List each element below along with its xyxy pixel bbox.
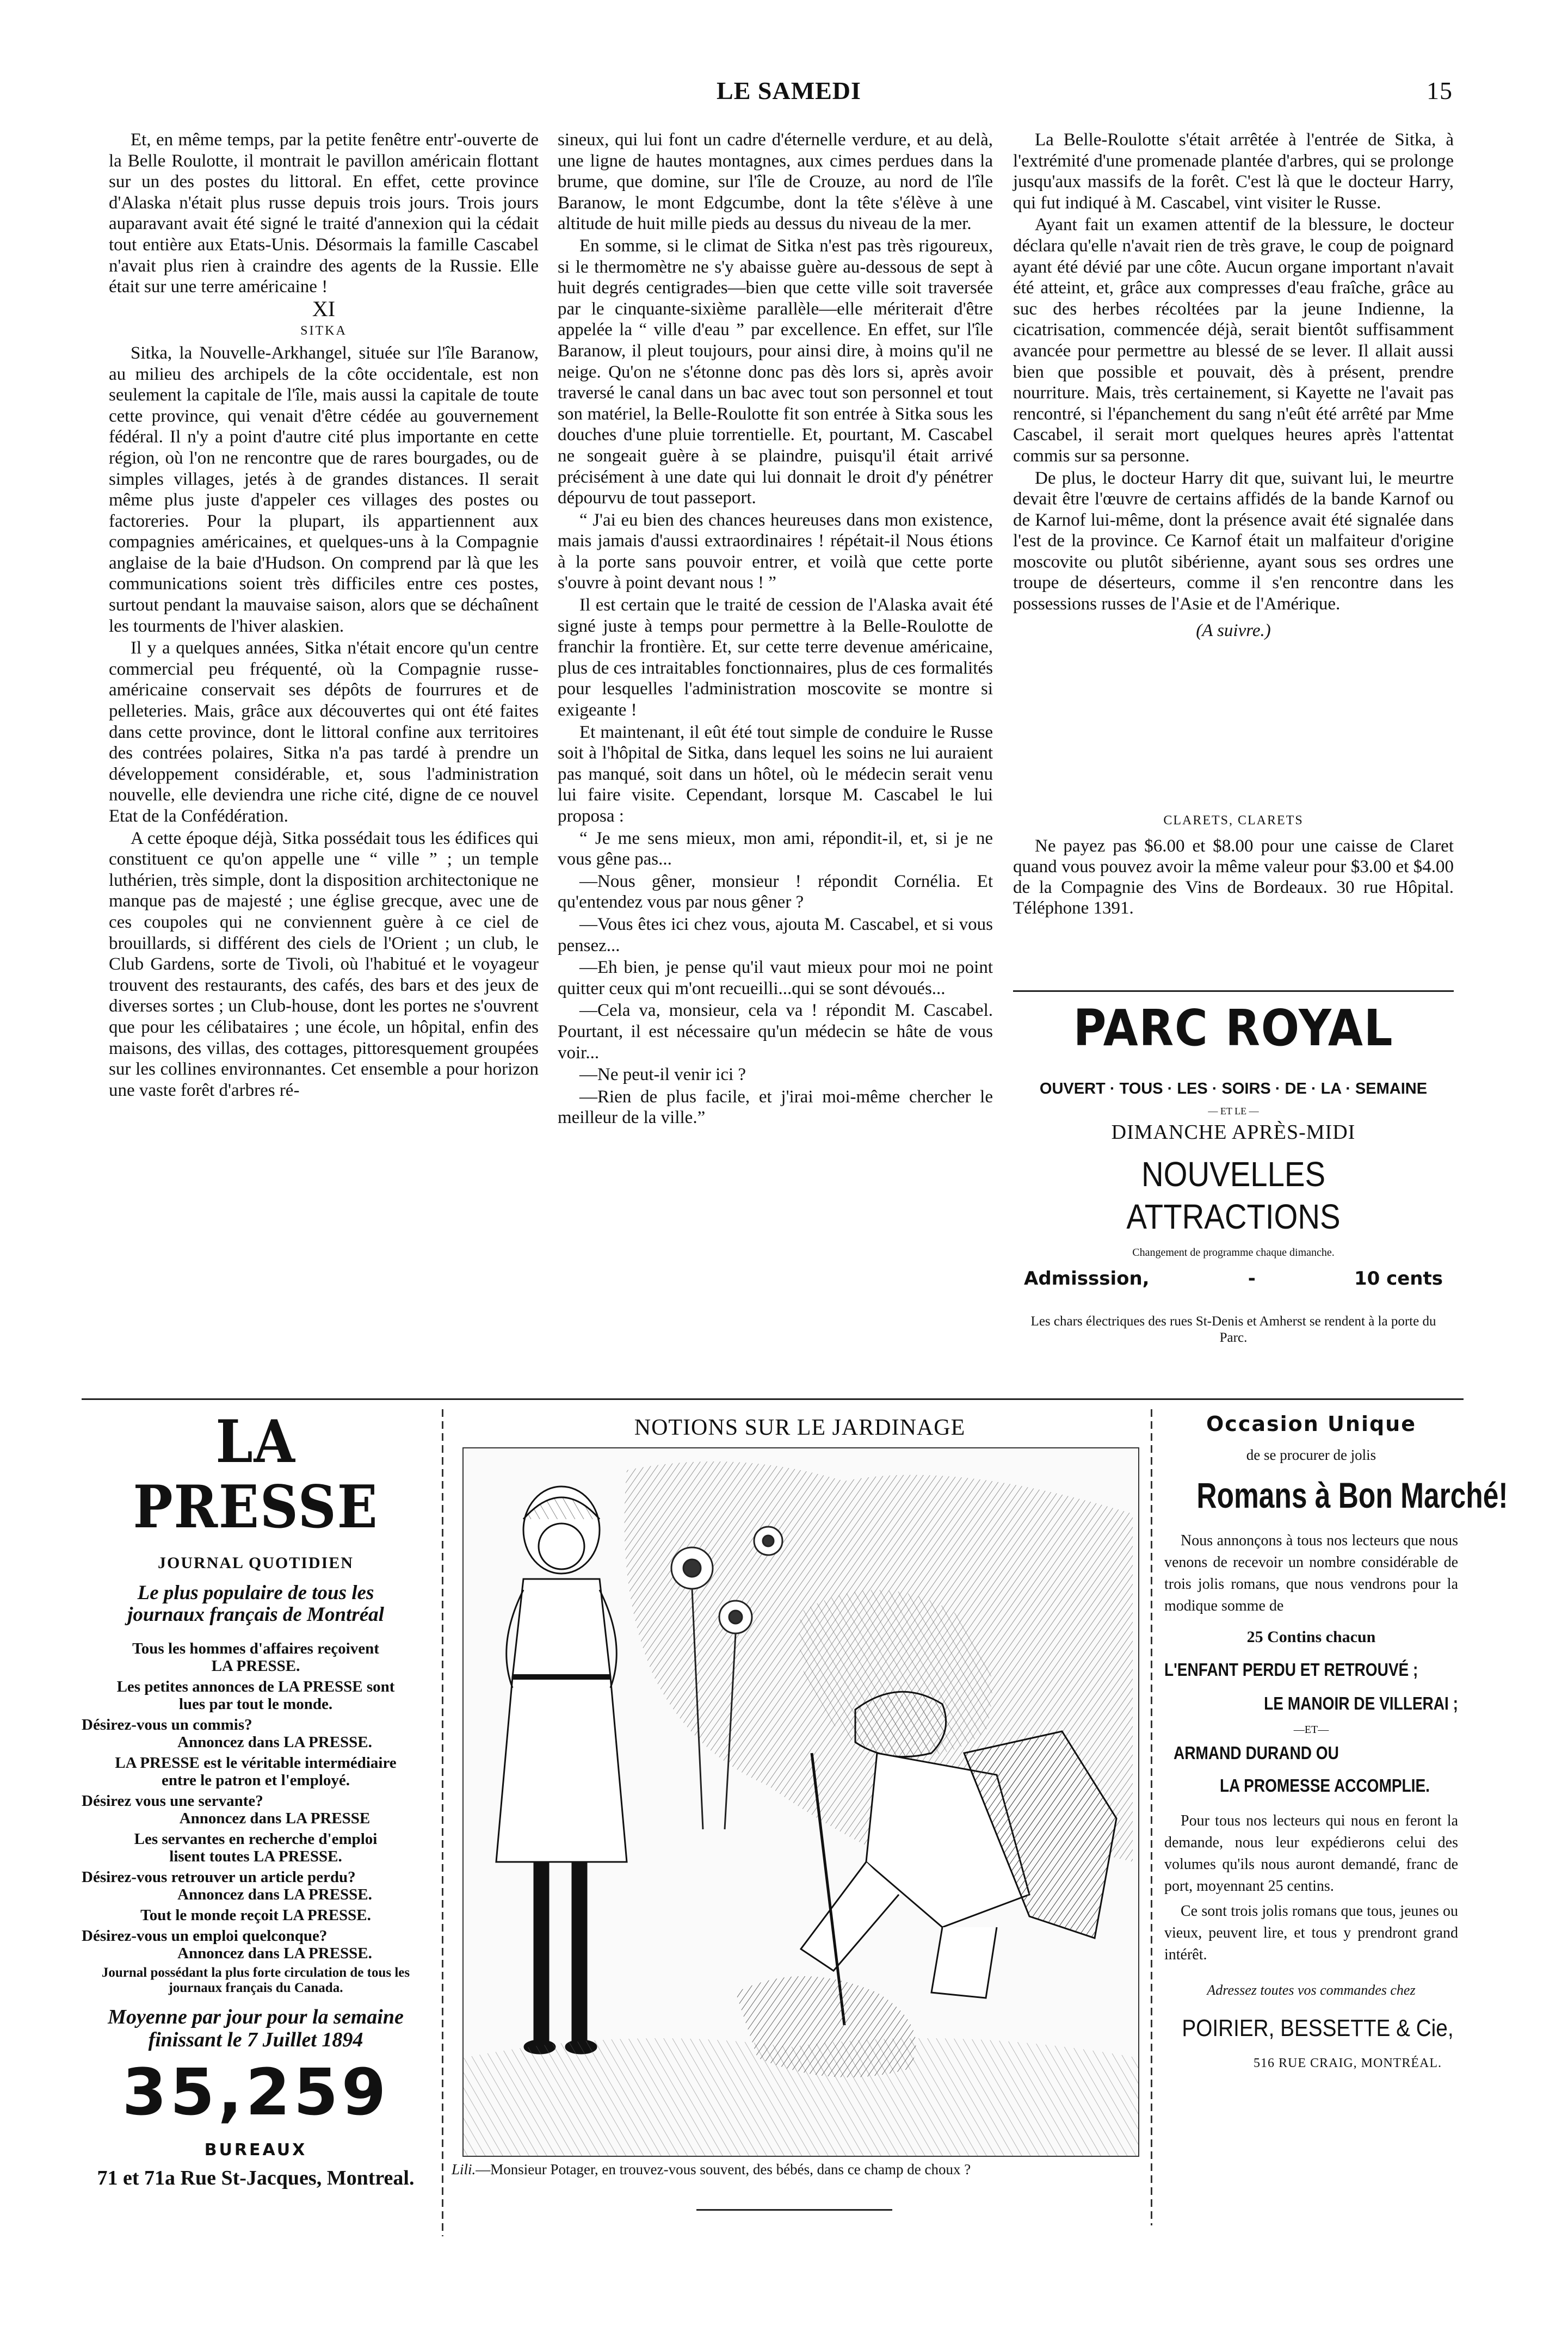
parc-royal-admission [1013,1268,1454,1290]
article-column-3 [1013,129,1454,641]
divider [82,1398,1464,1400]
romans-occasion: Occasion Unique [1206,1412,1416,1436]
article-paragraph: sineux, qui lui font un cadre d'éternelle verdure, et au delà, une ligne de hautes montagnes, aux cimes perdues dans la brume, que domine, sur l'île de Crouze, au nord de l'île Baranow, le mont Edgcumbe, dont la tête s'élève à une altitude de huit mille pieds au dessus du niveau de la mer. [558,130,993,234]
clarets-text: Ne payez pas $6.00 et $8.00 pour une caisse de Claret quand vous pouvez avoir la même valeur pour $3.00 et $4.00 de la Compagnie des Vins de Bordeaux. 30 rue Hôpital. Téléphone 1391. [1013,836,1454,918]
parc-royal-title: PARC ROYAL [1073,999,1394,1057]
romans-book-1: L'ENFANT PERDU ET RETROUVÉ ; [1164,1660,1418,1680]
dialogue-line: “ Je me sens mieux, mon ami, répondit-il, et, si je ne vous gêne pas... [558,828,993,869]
dialogue-line: —Cela va, monsieur, cela va ! répondit M. Cascabel. Pourtant, il est nécessaire qu'un médecin se hâte de vous voir... [558,1001,993,1063]
presse-line: Tout le monde reçoit LA PRESSE. [140,1907,371,1924]
parc-royal-ad [1013,998,1454,1346]
page-number: 15 [1427,77,1453,104]
presse-line: Désirez-vous un emploi quelconque? [82,1927,328,1945]
dialogue-line: —Ne peut-il venir ici ? [579,1065,746,1085]
article-paragraph: “ J'ai eu bien des chances heureuses dans mon existence, mais jamais d'aussi extraordinaires ! répétait-il Nous étions à la porte sans pouvoir entrer, et voilà que cette porte s'ouvre à point devant nous ! ” [558,510,993,593]
romans-ad [1164,1412,1508,2071]
admission-dash: - [1248,1268,1256,1290]
presse-line: Annoncez dans LA PRESSE [179,1810,371,1827]
la-presse-ad [82,1409,430,2190]
parc-royal-changement: Changement de programme chaque dimanche. [1132,1247,1335,1259]
admission-price: 10 cents [1354,1268,1443,1290]
dialogue-line: —Vous êtes ici chez vous, ajouta M. Cascabel, et si vous pensez... [558,914,993,955]
jardinage-caption [452,2160,1143,2179]
presse-line: Les servantes en recherche d'emploi [134,1830,378,1848]
article-paragraph: A cette époque déjà, Sitka possédait tous les édifices qui constituent ce qu'on appelle une “ ville ” ; un temple luthérien, très simple, dont la disposition architectonique ne manque pas de majesté ; une église grecque, avec une de ces coupoles qui ne conviennent guère à ce ciel de brouillards, si différent des ciels de l'Orient ; un club, le Club Gardens, sorte de Tivoli, où l'habitué et le voyageur trouvent des restaurants, des cafés, des bars et des jeux de diverses sortes ; un Club-house, dont les portes ne s'ouvrent que pour les célibataires ; une école, un hôpital, enfin des maisons, des villas, des cottages, pittoresquement groupées sur les collines environnantes. Cet ensemble a pour horizon une vaste forêt d'arbres ré- [109,828,539,1100]
divider [1151,1409,1152,2225]
presse-line: Désirez-vous un commis? [82,1716,252,1734]
presse-address: 71 et 71a Rue St-Jacques, Montreal. [97,2167,415,2189]
romans-firm-address: 516 RUE CRAIG, MONTRÉAL. [1254,2056,1442,2070]
romans-paragraph: Pour tous nos lecteurs qui nous en feront la demande, nous leur expédierons celui des volumes qu'ils nous auront demandé, franc de port, moyennant 25 centins. [1164,1812,1458,1895]
article-paragraph: Et, en même temps, par la petite fenêtre entr'-ouverte de la Belle Roulotte, il montrait le pavillon américain flottant sur un des postes du littoral. En effet, cette province d'Alaska n'était plus russe depuis trois jours. Trois jours auparavant avait été signé le traité d'annexion qui la cédait tout entière aux Etats-Unis. Désormais la famille Cascabel n'avait plus rien à craindre des agents de la Russie. Elle était sur une terre américaine ! [109,130,539,297]
article-paragraph: Sitka, la Nouvelle-Arkhangel, située sur l'île Baranow, au milieu des archipels de la côte occidentale, est non seulement la capitale de l'île, mais aussi la capitale de toute cette province, qui venait d'être cédée au gouvernement fédéral. Il n'y a point d'autre cité plus importante en cette région, où l'on ne rencontre que de rares bourgades, ou de simples villages, jetés à de grandes distances. Il serait même plus juste d'appeler ces villages des postes ou factoreries. Pour la plupart, ils appartiennent aux compagnies américaines, et quelques-uns à la Compagnie anglaise de la baie d'Hudson. On comprend par là que les communications soient très difficiles entre ces postes, surtout pendant la mauvaise saison, alors que se déchaînent les tourments de l'hiver alaskien. [109,343,539,636]
chapter-title: SITKA [300,324,347,338]
parc-royal-footer: Les chars électriques des rues St-Denis et Amherst se rendent à la porte du Parc. [1030,1314,1436,1345]
presse-circulation-number: 35,259 [122,2055,390,2130]
romans-book-2: LE MANOIR DE VILLERAI ; [1264,1693,1458,1713]
divider [1013,990,1454,992]
et-le-label: — ET LE — [1208,1106,1259,1117]
romans-firm: POIRIER, BESSETTE & Cie, [1182,2015,1454,2041]
romans-intro: Nous annonçons à tous nos lecteurs que nous venons de recevoir un nombre considérable de trois jolis romans, que nous vendrons pour la modique somme de [1164,1532,1458,1614]
garden-engraving [464,1448,1138,2156]
presse-line: lisent toutes LA PRESSE. [169,1848,342,1865]
jardinage-title: NOTIONS SUR LE JARDINAGE [634,1415,966,1440]
chapter-number: XI [312,296,336,321]
presse-line: Désirez-vous retrouver un article perdu? [82,1868,356,1886]
divider [696,2209,892,2211]
page-header-title: LE SAMEDI [717,77,861,104]
parc-royal-attractions: NOUVELLES ATTRACTIONS [1126,1155,1341,1236]
presse-line: Tous les hommes d'affaires reçoivent [132,1640,379,1657]
romans-procurer: de se procurer de jolis [1246,1447,1376,1463]
article-paragraph: La Belle-Roulotte s'était arrêtée à l'entrée de Sitka, à l'extrémité d'une promenade plantée d'arbres, qui se prolonge jusqu'aux massifs de la forêt. C'est là que le docteur Harry, qui fut indiqué à M. Cascabel, vint visiter le Russe. [1013,130,1454,213]
article-paragraph: Il y a quelques années, Sitka n'était encore qu'un centre commercial peu fréquenté, où la Compagnie russe-américaine conservait ses dépôts de fourrures et de pelleteries. Mais, grâce aux découvertes qui ont été faites dans cette province, dont le littoral confine aux territoires des contrées polaires, Sitka n'a pas tardé à prendre un développement considérable, et, sous l'administration nouvelle, elle deviendra une riche cité, digne de ce nouvel Etat de la Confédération. [109,638,539,826]
presse-line: Annoncez dans LA PRESSE. [177,1886,372,1903]
presse-line: Annoncez dans LA PRESSE. [177,1945,372,1962]
presse-line: LA PRESSE est le véritable intermédiaire entre le patron et l'employé. [115,1754,397,1789]
presse-line: Désirez vous une servante? [82,1792,263,1810]
article-paragraph: De plus, le docteur Harry dit que, suivant lui, le meurtre devait être l'œuvre de certains affidés de la bande Karnof ou de Karnof lui-même, dont la présence avait été signalée dans l'est de la province. Ce Karnof était un malfaiteur d'origine moscovite ou plutôt sibérienne, ayant sous ses ordres une troupe de déserteurs, comme il s'en rencontre dans les possessions russes de l'Asie et de l'Amérique. [1013,468,1454,614]
presse-line: Annoncez dans LA PRESSE. [177,1734,372,1751]
la-presse-subtitle: JOURNAL QUOTIDIEN [158,1554,354,1572]
romans-et: —ET— [1293,1724,1329,1736]
article-paragraph: Il est certain que le traité de cession de l'Alaska avait été signé juste à temps pour permettre à la Belle-Roulotte de franchir la frontière. Et, sur cette terre devenue américaine, plus de ces intraitables fonctionnaires, plus de ces formalités pour lesquelles l'administration moscovite se montre si exigeante ! [558,595,993,720]
article-paragraph: En somme, si le climat de Sitka n'est pas très rigoureux, si le thermomètre ne s'y abaisse guère au-dessous de sept à huit degrés centigrades—bien que cette ville soit traversée par le cinquante-sixième parallèle—elle mériterait d'être appelée la “ ville d'eau ” par excellence. En effet, sur l'île Baranow, il pleut toujours, pour ainsi dire, à moins qu'il ne neige. Qu'on ne s'étonne donc pas dès lors si, après avoir traversé le canal dans un bac avec tout son personnel et tout son matériel, la Belle-Roulotte fit son entrée à Sitka sous les douches d'une pluie torrentielle. Et, pourtant, M. Cascabel ne songeait guère à se plaindre, puisqu'il était arrivé précisément à une date qui lui donnait le droit d'y pénétrer dépourvu de tout passeport. [558,236,993,508]
clarets-heading: CLARETS, CLARETS [1163,813,1304,828]
romans-adressez: Adressez toutes vos commandes chez [1207,1982,1416,1998]
article-column-2 [558,129,993,1128]
romans-book-3a: ARMAND DURAND OU [1174,1743,1339,1763]
jardinage-illustration [462,1447,1139,2157]
article-paragraph: Et maintenant, il eût été tout simple de conduire le Russe soit à l'hôpital de Sitka, dans lequel les soins ne lui auraient pas manqué, soit dans un hôtel, où le médecin serait venu lui faire visite. Cependant, lorsque M. Cascabel le lui proposa : [558,722,993,826]
presse-line: Les petites annonces de LA PRESSE sont [116,1678,395,1695]
parc-royal-hours: OUVERT · TOUS · LES · SOIRS · DE · LA · SEMAINE [1039,1080,1428,1097]
article-paragraph: Ayant fait un examen attentif de la blessure, le docteur déclara qu'elle n'avait rien de très grave, le coup de poignard ayant été dévié par une côte. Aucun organe important n'avait été atteint, et, grâce aux compresses d'eau fraîche, grâce au suc des herbes récoltées par la jeune Indienne, la cicatrisation, commencée déjà, serait bientôt suffisamment avancée pour permettre au blessé de se lever. Il allait aussi bien que possible et pouvait, dès à présent, prendre nourriture. Mais, très certainement, si Kayette ne l'avait pas rencontré, si l'épanchement du sang n'eût été arrêté par Mme Cascabel, il serait mort quelques heures après l'attentat commis sur sa personne. [1013,215,1454,466]
presse-line: LA PRESSE. [211,1657,300,1675]
presse-moyenne: Moyenne par jour pour la semaine finissant le 7 Juillet 1894 [108,2006,404,2051]
dialogue-line: —Eh bien, je pense qu'il vaut mieux pour moi ne point quitter ceux qui m'ont recueilli...qui se sont dévoués... [558,958,993,998]
la-presse-title: LA PRESSE [133,1408,379,1541]
romans-book-3b: LA PROMESSE ACCOMPLIE. [1220,1775,1430,1796]
caption-speaker: Lili. [452,2161,476,2178]
caption-text: —Monsieur Potager, en trouvez-vous souvent, des bébés, dans ce champ de choux ? [476,2161,971,2178]
girl-figure [496,1486,627,2053]
clarets-ad [1013,813,1454,918]
admission-label: Admisssion, [1024,1268,1150,1290]
dialogue-line: —Nous gêner, monsieur ! répondit Cornélia. Et qu'entendez vous par nous gêner ? [558,871,993,912]
parc-royal-dimanche: DIMANCHE APRÈS-MIDI [1111,1121,1356,1144]
la-presse-tagline: Le plus populaire de tous les journaux français de Montréal [127,1582,384,1626]
article-column-1 [109,129,539,1101]
suivre-note: (A suivre.) [1196,620,1271,640]
presse-line: Journal possédant la plus forte circulation de tous les journaux français du Canada. [101,1965,410,1995]
presse-bureaux: BUREAUX [204,2141,307,2160]
romans-title: Romans à Bon Marché! [1196,1475,1508,1515]
divider [442,1409,443,2236]
presse-line: lues par tout le monde. [178,1695,333,1713]
romans-price: 25 Contins chacun [1246,1628,1376,1646]
dialogue-line: —Rien de plus facile, et j'irai moi-même chercher le meilleur de la ville.” [558,1087,993,1128]
romans-paragraph: Ce sont trois jolis romans que tous, jeunes ou vieux, peuvent lire, et tous y prendront grand intérêt. [1164,1903,1458,1963]
